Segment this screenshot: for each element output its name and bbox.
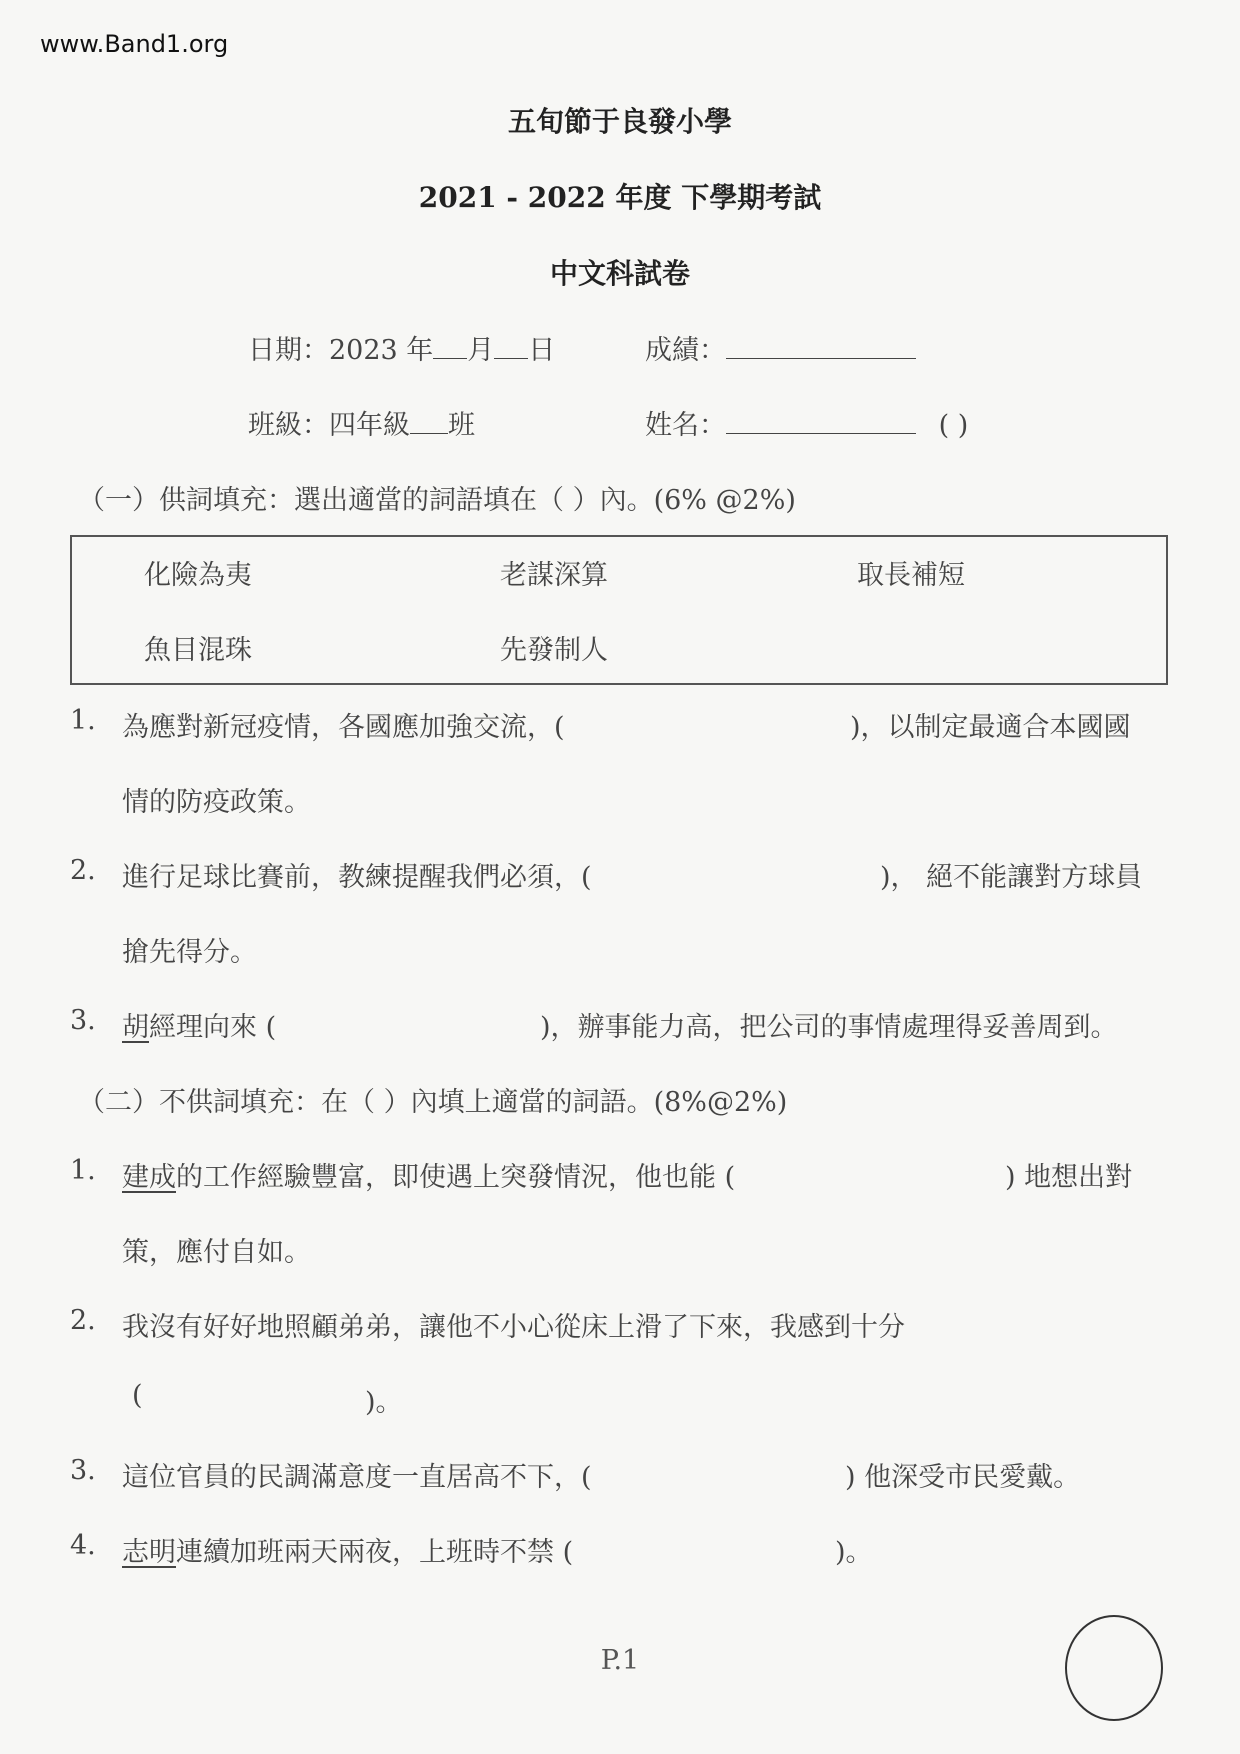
name-blank[interactable] [726, 409, 916, 434]
s1-q2-text-line2: 搶先得分。 [122, 937, 257, 968]
question-number: 4. [70, 1530, 96, 1561]
word-bank-item: 先發制人 [500, 635, 608, 666]
s2-q1-text-line2: 策，應付自如。 [122, 1237, 311, 1268]
s2-q1-text-end: ) 地想出對 [1005, 1162, 1133, 1193]
s1-q2-text-end: )， 絕不能讓對方球員 [880, 862, 1143, 893]
s1-q3-text: 胡經理向來 ( [122, 1012, 277, 1043]
class-label: 班級：四年級 [248, 410, 410, 441]
s2-q4-text: 志明連續加班兩天兩夜，上班時不禁 ( [122, 1537, 574, 1568]
question-number: 1. [70, 1155, 96, 1186]
date-label: 日期：2023 年 [248, 335, 434, 366]
s1-q1-text-end: )，以制定最適合本國國 [850, 712, 1131, 743]
question-number: 2. [70, 855, 96, 886]
s1-q1-text: 為應對新冠疫情，各國應加強交流，( [122, 712, 565, 743]
s2-q2-paren-close: )。 [365, 1387, 403, 1418]
s2-q1-text: 建成的工作經驗豐富，即使遇上突發情況，他也能 ( [122, 1162, 736, 1193]
question-number: 2. [70, 1305, 96, 1336]
question-number: 3. [70, 1455, 96, 1486]
student-name: 建成 [122, 1162, 176, 1193]
score-circle [1065, 1615, 1163, 1721]
watermark-url: www.Band1.org [40, 30, 229, 58]
page-number: P.1 [600, 1645, 640, 1676]
day-blank[interactable] [494, 334, 528, 359]
s1-q1-text-line2: 情的防疫政策。 [122, 787, 311, 818]
word-bank-box [70, 535, 1168, 685]
s2-q3-text-end: ) 他深受市民愛戴。 [845, 1462, 1081, 1493]
month-label: 月 [467, 335, 495, 366]
score-blank[interactable] [726, 334, 916, 359]
day-label: 日 [528, 335, 556, 366]
question-number: 3. [70, 1005, 96, 1036]
section1-heading: （一）供詞填充：選出適當的詞語填在（ ）內。(6% @2%) [78, 485, 796, 516]
class-field [248, 403, 475, 442]
s2-q2-paren-open: ( [132, 1380, 143, 1411]
question-number: 1. [70, 705, 96, 736]
word-bank-item: 老謀深算 [500, 560, 608, 591]
month-blank[interactable] [433, 334, 467, 359]
school-name: 五旬節于良發小學 [507, 105, 732, 138]
date-field [248, 328, 555, 367]
s1-q2-text: 進行足球比賽前，教練提醒我們必須，( [122, 862, 592, 893]
name-field [645, 403, 968, 442]
class-suffix: 班 [448, 410, 475, 441]
s1-q3-text-end: )，辦事能力高，把公司的事情處理得妥善周到。 [540, 1012, 1118, 1043]
score-field [645, 328, 916, 367]
word-bank-item: 魚目混珠 [144, 635, 252, 666]
exam-title: 2021 - 2022 年度 下學期考試 [418, 181, 822, 214]
paper-title: 中文科試卷 [549, 257, 690, 290]
word-bank-item: 化險為夷 [144, 560, 252, 591]
student-name: 胡 [122, 1012, 149, 1043]
s2-q2-text: 我沒有好好地照顧弟弟，讓他不小心從床上滑了下來，我感到十分 [122, 1312, 905, 1343]
s2-q3-text: 這位官員的民調滿意度一直居高不下，( [122, 1462, 592, 1493]
section2-heading: （二）不供詞填充：在（ ）內填上適當的詞語。(8%@2%) [78, 1087, 788, 1118]
word-bank-item: 取長補短 [857, 560, 965, 591]
student-name: 志明 [122, 1537, 176, 1568]
s2-q4-text-end: )。 [835, 1537, 873, 1568]
name-label: 姓名： [645, 410, 726, 441]
class-blank[interactable] [410, 409, 448, 434]
score-label: 成績： [645, 335, 726, 366]
class-number-paren: ( ) [938, 410, 969, 441]
